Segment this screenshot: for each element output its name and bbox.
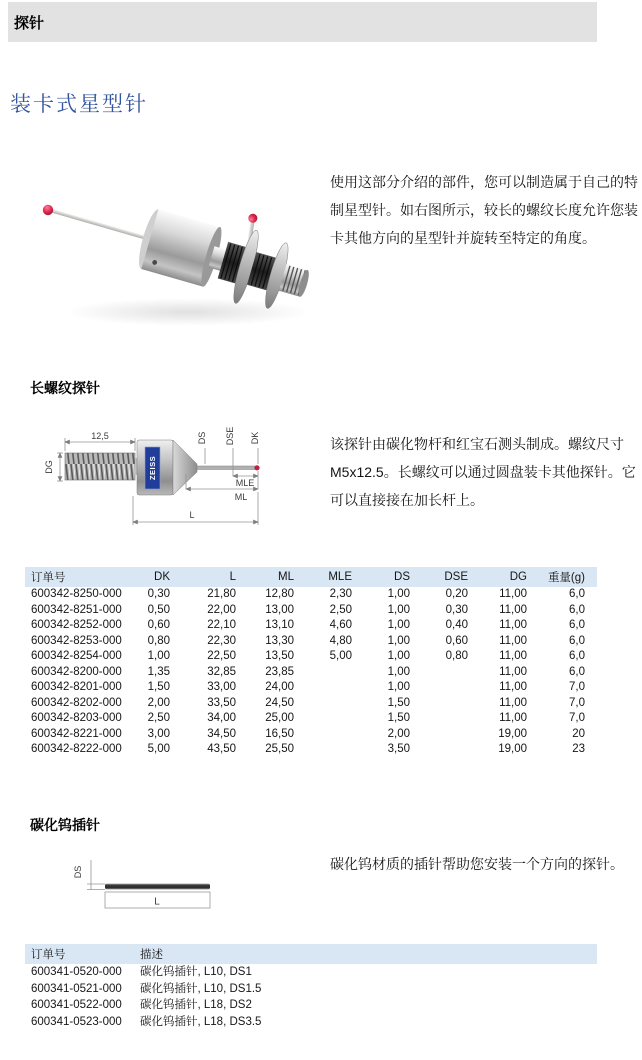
stylus-shaft [51, 209, 150, 241]
column-header: DSE [410, 567, 468, 587]
table-cell: 5,00 [329, 650, 352, 662]
dim-ds: DS [197, 431, 207, 445]
table-cell [410, 696, 468, 712]
table-cell: 6,0 [569, 588, 585, 600]
table-cell: 1,00 [387, 619, 410, 631]
dim-dk: DK [250, 431, 260, 445]
section2-title: 长螺纹探针 [30, 380, 100, 396]
table-cell: 6,0 [569, 650, 585, 662]
table-cell: 7,0 [569, 696, 585, 709]
table-row [25, 696, 597, 712]
table-cell: 2,50 [329, 603, 352, 616]
table-cell [294, 665, 352, 681]
table-cell: 11,00 [499, 712, 527, 724]
table-cell: 6,0 [569, 634, 585, 647]
table-cell: 1,00 [387, 634, 410, 647]
table-cell: 600342-8202-000 [31, 696, 122, 709]
dim-thread-length: 12,5 [91, 431, 109, 441]
table-cell [294, 711, 352, 727]
table-cell: 6,0 [569, 619, 585, 631]
table-cell: 1,50 [147, 681, 170, 693]
stylus-shaft [197, 466, 255, 470]
table-cell: 11,00 [499, 681, 527, 693]
table-cell: 1,50 [387, 696, 410, 709]
dim-l: L [154, 896, 160, 908]
table-cell: 43,50 [207, 743, 236, 755]
table-cell: 600342-8203-000 [31, 712, 122, 724]
page-title: 探针 [14, 14, 45, 32]
table-cell: 600342-8222-000 [31, 743, 122, 755]
table-cell: 4,80 [329, 634, 352, 647]
table-cell: 0,20 [445, 588, 468, 600]
table-cell: 1,35 [147, 665, 170, 678]
long-thread-stylus-diagram [25, 410, 315, 555]
star-stylus-photo [18, 160, 318, 345]
table-cell [410, 742, 468, 758]
table-row [25, 665, 597, 681]
column-header: DS [352, 567, 410, 587]
table-row [25, 964, 597, 981]
table-cell: 22,30 [207, 634, 236, 647]
table-cell: 25,00 [265, 712, 294, 724]
table-cell: 1,50 [387, 712, 410, 724]
cone [173, 440, 197, 495]
table-cell: 600342-8253-000 [31, 634, 122, 647]
dim-mle: MLE [235, 478, 255, 488]
table-cell: 600342-8201-000 [31, 681, 122, 693]
table-cell: 19,00 [498, 743, 527, 755]
table-cell: 21,80 [207, 588, 236, 600]
side-ruby-ball [248, 213, 258, 223]
table-cell [410, 727, 468, 743]
table-cell: 600342-8250-000 [31, 588, 122, 600]
table-cell: 23,85 [265, 665, 294, 678]
table-cell: 1,00 [387, 681, 410, 693]
section3-description: 碳化钨材质的插针帮助您安装一个方向的探针。 [330, 856, 624, 872]
table-cell: 0,60 [147, 619, 170, 631]
table-row [25, 997, 597, 1014]
column-header: MLE [294, 567, 352, 587]
table-cell [410, 665, 468, 681]
table-cell [294, 680, 352, 696]
table-row [25, 727, 597, 743]
table-cell: 33,00 [207, 681, 236, 693]
column-header: 订单号 [25, 944, 140, 964]
column-header: 订单号 [25, 567, 123, 587]
table-row [25, 649, 597, 665]
table-cell: 2,30 [329, 588, 352, 600]
table-cell: 600342-8251-000 [31, 603, 122, 616]
column-header: 描述 [140, 944, 597, 964]
table-cell: 33,50 [207, 696, 236, 709]
table-cell: 600342-8200-000 [31, 665, 122, 678]
table-header-row [25, 944, 597, 964]
table-cell: 11,00 [499, 603, 527, 616]
table-cell: 600341-0523-000 [31, 1015, 122, 1028]
table-cell: 600342-8254-000 [31, 650, 122, 662]
table-cell: 600341-0521-000 [31, 982, 122, 995]
table-cell: 13,50 [265, 650, 294, 662]
table-cell: 7,0 [569, 712, 585, 724]
table-row [25, 1014, 597, 1031]
section1-title: 装卡式星型针 [10, 92, 148, 116]
column-header: 重量(g) [527, 567, 597, 587]
table-cell [410, 680, 468, 696]
dim-dg: DG [44, 460, 54, 474]
carbide-rod [105, 884, 210, 890]
table-cell: 11,00 [499, 634, 527, 647]
carbide-pin-diagram [25, 848, 315, 943]
dim-l: L [189, 510, 195, 520]
table-cell: 6,0 [569, 603, 585, 616]
table-cell: 600341-0520-000 [31, 966, 122, 978]
table-row [25, 603, 597, 619]
table-cell: 1,00 [387, 603, 410, 616]
table-cell: 0,30 [445, 603, 468, 616]
dim-ml: ML [234, 492, 248, 502]
table-cell: 碳化钨插针, L10, DS1.5 [140, 982, 262, 995]
table-cell: 1,00 [387, 665, 410, 678]
section2-description: 该探针由碳化物杆和红宝石测头制成。螺纹尺寸M5x12.5。长螺纹可以通过圆盘装卡其他探针。它可以直接接在加长杆上。 [330, 436, 636, 508]
table-cell: 0,40 [445, 619, 468, 631]
table-cell: 0,50 [147, 603, 170, 616]
table-cell: 6,0 [569, 665, 585, 678]
table-cell: 1,00 [147, 650, 170, 662]
table-row [25, 981, 597, 998]
table-cell: 13,00 [265, 603, 294, 616]
table-cell: 22,50 [207, 650, 236, 662]
table-cell: 4,60 [329, 619, 352, 631]
section1-description: 使用这部分介绍的部件，您可以制造属于自己的特制星型针。如右图所示，较长的螺纹长度允许您装卡其他方向的星型针并旋转至特定的角度。 [330, 174, 638, 246]
table-cell: 600342-8252-000 [31, 619, 122, 631]
table-row [25, 680, 597, 696]
column-header: ML [236, 567, 294, 587]
table-cell: 25,50 [265, 743, 294, 755]
table-cell: 16,50 [265, 727, 294, 740]
table-cell: 0,80 [445, 650, 468, 662]
table-cell: 3,50 [387, 743, 410, 755]
table-cell: 13,30 [265, 634, 294, 647]
table-cell: 1,00 [387, 588, 410, 600]
table-cell: 23 [572, 743, 585, 755]
table-cell: 34,00 [207, 712, 236, 724]
table-cell: 2,00 [147, 696, 170, 709]
table-cell [410, 711, 468, 727]
table-cell: 22,00 [207, 603, 236, 616]
table-cell [294, 727, 352, 743]
table-cell [294, 742, 352, 758]
table-cell: 19,00 [498, 727, 527, 740]
threaded-shank [65, 453, 135, 480]
table-cell: 12,80 [265, 588, 294, 600]
page-header-bar [8, 2, 597, 42]
table-row [25, 587, 597, 603]
table-cell: 5,00 [147, 743, 170, 755]
table-cell: 13,10 [265, 619, 294, 631]
table-cell: 11,00 [499, 588, 527, 600]
table-cell: 34,50 [207, 727, 236, 740]
table-cell: 11,00 [499, 696, 527, 709]
table-cell: 7,0 [569, 681, 585, 693]
table-cell: 20 [572, 727, 585, 740]
table-cell: 2,00 [387, 727, 410, 740]
zeiss-logo-text: ZEISS [148, 455, 157, 481]
table-cell: 2,50 [147, 712, 170, 724]
table-cell: 碳化钨插针, L18, DS3.5 [140, 1015, 262, 1028]
ruby-ball [42, 204, 55, 217]
table-cell: 11,00 [499, 665, 527, 678]
table-cell: 0,30 [147, 588, 170, 600]
long-thread-stylus-table [25, 567, 597, 758]
table-cell: 32,85 [207, 665, 236, 678]
dim-dse: DSE [225, 426, 235, 446]
table-cell: 11,00 [499, 619, 527, 631]
table-cell: 碳化钨插针, L10, DS1 [140, 966, 252, 978]
table-cell: 碳化钨插针, L18, DS2 [140, 999, 252, 1011]
table-cell: 22,10 [207, 619, 236, 631]
section3-title: 碳化钨插针 [30, 817, 100, 833]
table-row [25, 618, 597, 634]
table-cell: 3,00 [147, 727, 170, 740]
table-cell: 0,80 [147, 634, 170, 647]
carbide-pin-table [25, 944, 597, 1030]
table-cell: 11,00 [499, 650, 527, 662]
table-cell: 600341-0522-000 [31, 999, 122, 1011]
table-cell: 600342-8221-000 [31, 727, 122, 740]
dim-ds: DS [73, 865, 83, 879]
table-row [25, 634, 597, 650]
column-header: DK [123, 567, 170, 587]
table-header-row [25, 567, 597, 587]
column-header: L [170, 567, 236, 587]
table-cell [294, 696, 352, 712]
ruby-ball [254, 465, 259, 470]
table-cell: 24,00 [265, 681, 294, 693]
table-row [25, 742, 597, 758]
table-cell: 1,00 [387, 650, 410, 662]
table-row [25, 711, 597, 727]
table-cell: 0,60 [445, 634, 468, 647]
table-cell: 24,50 [265, 696, 294, 709]
column-header: DG [468, 567, 527, 587]
